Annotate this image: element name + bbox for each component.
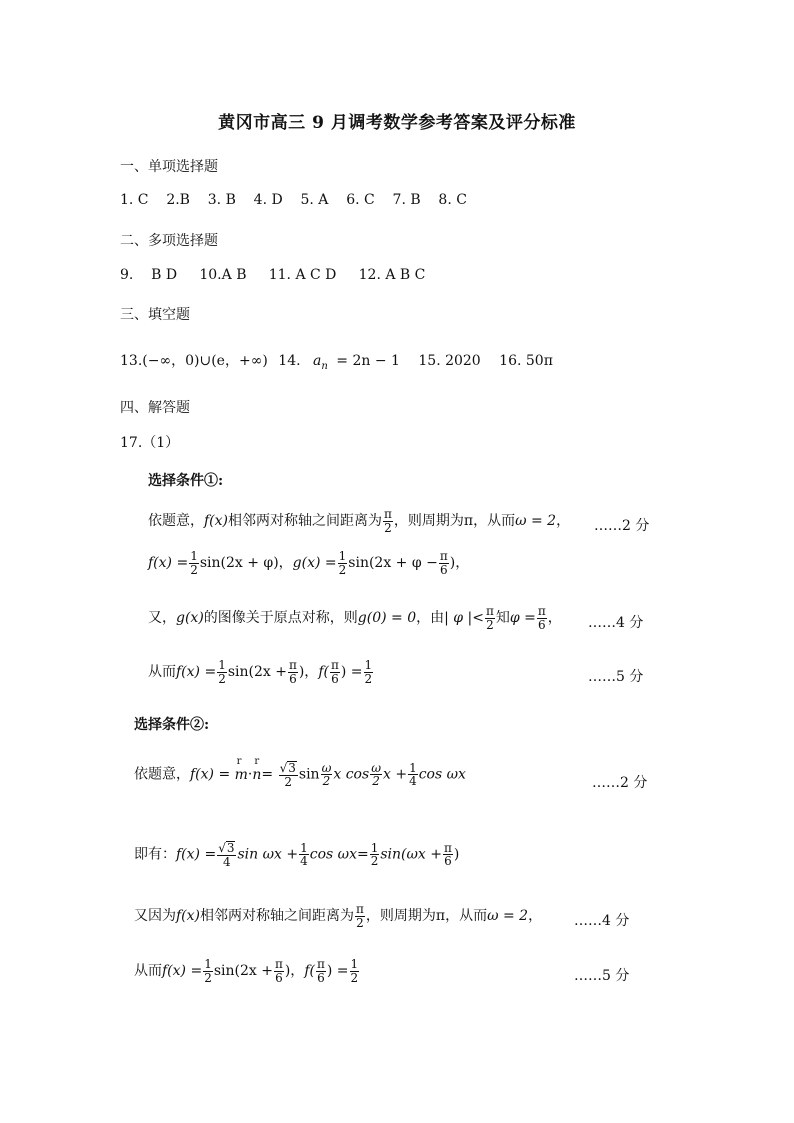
math-eq: ) = — [340, 664, 363, 681]
denominator: 2 — [284, 774, 293, 789]
numerator: 1 — [409, 760, 417, 775]
math-x-cos: x cos — [333, 766, 370, 783]
denominator: 2 — [384, 520, 392, 535]
denominator: 6 — [289, 671, 297, 686]
math-f-open: f( — [304, 963, 315, 980]
answer-14-label: 14. — [278, 353, 301, 369]
math-fx: f(x) — [204, 513, 229, 530]
single-choice-answers: 1. C 2.B 3. B 4. D 5. A 6. C 7. B 8. C — [120, 192, 467, 208]
vector-m — [234, 755, 248, 783]
fraction-pi-over-2 — [355, 903, 365, 929]
text: )， — [284, 963, 305, 980]
math-sin: sin(2x + — [213, 963, 273, 980]
denominator: 2 — [372, 774, 380, 789]
numerator: 1 — [300, 840, 308, 855]
fraction-pi-over-6 — [288, 659, 298, 685]
numerator: π — [356, 902, 364, 916]
fraction-1-over-2 — [364, 659, 374, 685]
text: ，由 — [416, 610, 445, 627]
math-x-plus: x + — [382, 766, 408, 783]
sqrt-sign: √ — [218, 841, 226, 855]
answer-14-var-a: a — [313, 353, 322, 369]
answer-15: 15. 2020 — [418, 353, 481, 369]
math-fx-eq: f(x) = — [162, 963, 203, 980]
math-eq: ) = — [326, 963, 349, 980]
section-heading-solutions: 四、解答题 — [120, 400, 190, 416]
denominator: 2 — [350, 970, 359, 985]
fraction-1-over-2 — [217, 659, 227, 685]
math-f-open: f( — [318, 664, 329, 681]
section-heading-fill-in: 三、填空题 — [120, 307, 190, 323]
numerator: π — [330, 658, 339, 672]
numerator: π — [443, 840, 452, 855]
denominator: 2 — [218, 671, 226, 686]
math-gx: g(x) — [176, 610, 204, 627]
fraction-omega-over-2 — [370, 762, 382, 788]
cond1-line-1 — [148, 508, 570, 534]
cond2-line-4 — [134, 958, 360, 984]
text: ， — [528, 908, 543, 925]
score-cond2-4: ……4 分 — [574, 913, 630, 929]
fraction-pi-over-2 — [485, 605, 495, 631]
math-omega-2: ω = 2 — [515, 513, 557, 530]
math-sin: sin(ωx + — [380, 846, 442, 863]
numerator: π — [537, 604, 546, 618]
radicand: 3 — [226, 841, 235, 855]
math-eq: = — [261, 766, 274, 783]
numerator: π — [439, 549, 448, 563]
fraction-1-over-4 — [408, 762, 418, 788]
math-fx-eq: f(x) = — [148, 555, 189, 572]
score-cond2-2: ……2 分 — [592, 775, 648, 791]
denominator: 2 — [370, 854, 379, 869]
math-g0: g(0) = 0 — [357, 610, 417, 627]
vector-mark: r — [254, 755, 260, 767]
denominator: 2 — [338, 562, 347, 577]
numerator: 1 — [338, 549, 347, 563]
sqrt-sign: √ — [279, 761, 288, 775]
math-sin: sin(2x + φ − — [348, 555, 438, 572]
multi-choice-answers: 9. B D 10.A B 11. A C D 12. A B C — [120, 267, 426, 283]
dot-operator: · — [247, 766, 253, 783]
math-omega-2: ω = 2 — [487, 908, 529, 925]
condition-1-title: 选择条件①: — [148, 473, 224, 489]
cond1-line-3 — [148, 605, 562, 631]
text: 从而 — [148, 664, 176, 681]
q17-label: 17.（1） — [120, 435, 180, 451]
numerator: π — [316, 957, 325, 971]
text: 的图像关于原点对称，则 — [203, 610, 358, 627]
fraction-pi-over-6 — [316, 958, 326, 984]
numerator: 1 — [370, 840, 379, 855]
vector-n — [252, 755, 262, 783]
numerator: 1 — [350, 957, 359, 971]
denominator: 2 — [322, 774, 331, 789]
fraction-pi-over-6 — [443, 842, 453, 868]
numerator: π — [486, 604, 494, 618]
denominator: 2 — [486, 617, 494, 632]
text: 即有： — [134, 846, 176, 863]
answer-16: 16. 50π — [499, 353, 553, 369]
math-gx-eq: g(x) = — [292, 555, 337, 572]
math-sin: sin(2x + — [227, 664, 287, 681]
numerator: 1 — [204, 957, 212, 971]
numerator — [217, 841, 236, 856]
math-fx: f(x) — [176, 908, 201, 925]
math-sin: sin(2x + φ) — [199, 555, 279, 572]
section-heading-single-choice: 一、单项选择题 — [120, 159, 218, 175]
fraction-pi-over-6 — [439, 550, 449, 576]
denominator: 6 — [331, 671, 339, 686]
denominator: 6 — [538, 617, 546, 632]
math-fx-eq: f(x) = — [176, 664, 217, 681]
text: ，则周期为π，从而 — [393, 513, 516, 530]
score-cond2-5: ……5 分 — [574, 968, 630, 984]
section-heading-multi-choice: 二、多项选择题 — [120, 233, 218, 249]
denominator: 2 — [190, 562, 198, 577]
text: 相邻两对称轴之间距离为 — [228, 513, 383, 530]
answer-14-sub-n: n — [321, 360, 328, 372]
text: ) — [453, 846, 460, 863]
vector-name: m — [234, 766, 248, 783]
math-sin-omegax: sin ωx + — [237, 846, 299, 863]
text: ，则周期为π，从而 — [365, 908, 488, 925]
fraction-sqrt3-over-2 — [279, 761, 298, 788]
text: 又， — [148, 610, 176, 627]
score-cond1-2: ……2 分 — [594, 518, 650, 534]
cond1-line-2 — [148, 550, 469, 576]
math-cos-omegax: cos ωx= — [309, 846, 369, 863]
fraction-1-over-2 — [189, 550, 199, 576]
math-cos-omegax: cos ωx — [418, 766, 466, 783]
text: 知 — [495, 610, 510, 627]
fraction-omega-over-2 — [321, 762, 333, 788]
fraction-1-over-2 — [338, 550, 348, 576]
numerator: 1 — [218, 658, 226, 672]
radicand: 3 — [288, 761, 296, 775]
denominator: 6 — [444, 854, 452, 869]
fraction-pi-over-6 — [274, 958, 284, 984]
fraction-1-over-4 — [299, 842, 309, 868]
numerator: 1 — [364, 658, 373, 672]
score-cond1-5: ……5 分 — [588, 669, 644, 685]
math-abs-phi: | φ |< — [444, 610, 484, 627]
math-phi-eq: φ = — [509, 610, 536, 627]
answer-14-expr: = 2n − 1 — [336, 353, 400, 369]
text: 依题意， — [134, 766, 190, 783]
fill-in-answers — [120, 350, 553, 372]
text: )， — [449, 555, 470, 572]
fraction-1-over-2 — [350, 958, 360, 984]
denominator: 4 — [223, 854, 231, 869]
numerator: π — [274, 957, 283, 971]
condition-2-title: 选择条件②: — [134, 717, 210, 733]
page-title: 黄冈市高三 9 月调考数学参考答案及评分标准 — [218, 113, 576, 133]
text: 又因为 — [134, 908, 176, 925]
fraction-pi-over-6 — [330, 659, 340, 685]
math-sin: sin — [298, 766, 320, 783]
text: ， — [278, 555, 293, 572]
numerator — [279, 761, 298, 776]
fraction-sqrt3-over-4 — [217, 841, 236, 868]
vector-mark: r — [236, 755, 242, 767]
cond2-line-1 — [134, 755, 466, 789]
vector-name: n — [252, 766, 262, 783]
denominator: 6 — [317, 970, 325, 985]
denominator: 6 — [439, 562, 448, 577]
denominator: 2 — [356, 915, 364, 930]
numerator: ω — [321, 760, 332, 775]
answer-13: 13.(−∞，0)∪(e，+∞) — [120, 353, 268, 369]
text: 从而 — [134, 963, 162, 980]
denominator: 4 — [409, 774, 417, 789]
fraction-1-over-2 — [370, 842, 380, 868]
text: 依题意， — [148, 513, 204, 530]
math-fx-eq: f(x) = — [190, 766, 231, 783]
denominator: 2 — [364, 671, 373, 686]
cond2-line-2 — [134, 841, 459, 868]
denominator: 2 — [204, 970, 212, 985]
fraction-pi-over-6 — [537, 605, 547, 631]
fraction-1-over-2 — [203, 958, 213, 984]
text: 相邻两对称轴之间距离为 — [200, 908, 355, 925]
score-cond1-4: ……4 分 — [588, 615, 644, 631]
numerator: 1 — [190, 549, 198, 563]
numerator: π — [384, 507, 392, 521]
numerator: ω — [371, 760, 381, 775]
cond2-line-3 — [134, 903, 542, 929]
text: ， — [547, 610, 562, 627]
fraction-pi-over-2 — [383, 508, 393, 534]
text: )， — [298, 664, 319, 681]
text: ， — [556, 513, 571, 530]
math-fx-eq: f(x) = — [176, 846, 217, 863]
cond1-line-4 — [148, 659, 374, 685]
denominator: 4 — [300, 854, 308, 869]
numerator: π — [288, 658, 297, 672]
denominator: 6 — [275, 970, 283, 985]
